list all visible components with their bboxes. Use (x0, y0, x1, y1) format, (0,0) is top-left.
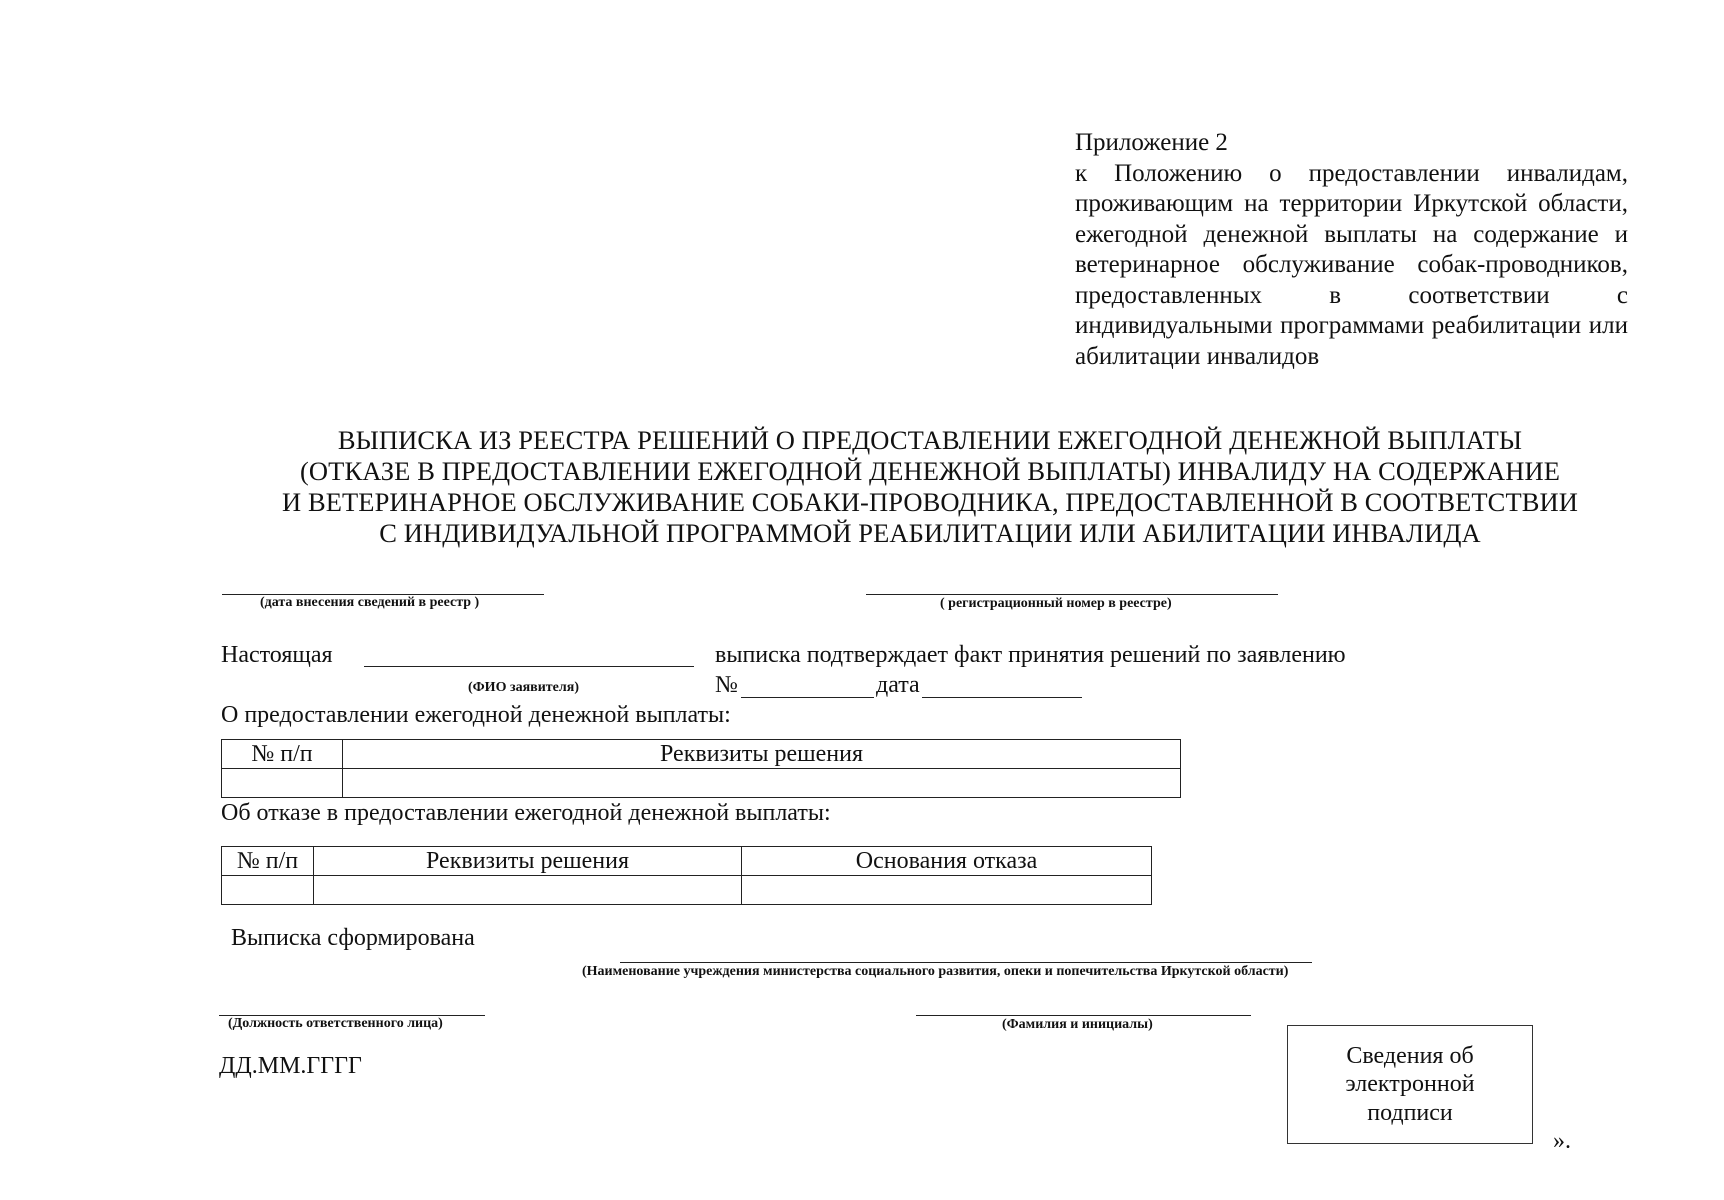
table-cell (742, 876, 1152, 905)
registry-date-caption: (дата внесения сведений в реестр ) (260, 595, 480, 610)
signature-box-line-2: электронной (1345, 1071, 1475, 1098)
table-header-row (222, 847, 1152, 876)
table-cell (222, 876, 314, 905)
electronic-signature-box (1287, 1025, 1533, 1144)
document-title-line-1: ВЫПИСКА ИЗ РЕЕСТРА РЕШЕНИЙ О ПРЕДОСТАВЛЕНИИ ЕЖЕГОДНОЙ ДЕНЕЖНОЙ ВЫПЛАТЫ (337, 425, 1523, 455)
surname-line (916, 1015, 1251, 1016)
formed-label: Выписка сформирована (231, 925, 475, 951)
application-date-line (922, 697, 1082, 698)
institution-caption: (Наименование учреждения министерства социального развития, опеки и попечительства Иркутской области) (582, 964, 1289, 979)
table-header-row (222, 740, 1181, 769)
position-caption: (Должность ответственного лица) (228, 1016, 443, 1031)
applicant-caption: (ФИО заявителя) (468, 680, 579, 695)
table-cell (343, 769, 1181, 798)
table-header-cell: Основания отказа (742, 847, 1152, 876)
grant-table (221, 739, 1181, 798)
appendix-text: к Положению о предоставлении инвалидам, проживающим на территории Иркутской области, ежегодной денежной выплаты на содержание и ветеринарное обслуживание собак-проводников, предоставленных в соответствии с индивидуальными программами реабилитации или абилитации инвалидов (1075, 159, 1628, 370)
application-date-label: дата (876, 672, 920, 698)
surname-caption: (Фамилия и инициалы) (1002, 1017, 1153, 1032)
document-title (240, 425, 1620, 549)
applicant-name-line (364, 666, 694, 667)
document-title-line-4: С ИНДИВИДУАЛЬНОЙ ПРОГРАММОЙ РЕАБИЛИТАЦИИ ИЛИ АБИЛИТАЦИИ ИНВАЛИДА (379, 518, 1481, 548)
application-number-label: № (715, 672, 738, 698)
institution-line (620, 962, 1312, 963)
table-header-cell: № п/п (222, 740, 343, 769)
registry-number-caption: ( регистрационный номер в реестре) (940, 596, 1172, 611)
signature-box-line-1: Сведения об (1346, 1042, 1474, 1069)
closing-mark: ». (1553, 1128, 1571, 1154)
refusal-table (221, 846, 1152, 905)
document-title-line-2: (ОТКАЗЕ В ПРЕДОСТАВЛЕНИИ ЕЖЕГОДНОЙ ДЕНЕЖНОЙ ВЫПЛАТЫ) ИНВАЛИДУ НА СОДЕРЖАНИЕ (300, 456, 1560, 486)
application-number-line (741, 697, 874, 698)
date-placeholder: ДД.ММ.ГГГГ (219, 1053, 362, 1079)
appendix-block (1075, 128, 1628, 372)
statement-prefix: Настоящая (221, 642, 333, 668)
table-header-cell: Реквизиты решения (314, 847, 742, 876)
signature-box-line-3: подписи (1367, 1099, 1453, 1126)
refusal-section-heading: Об отказе в предоставлении ежегодной денежной выплаты: (221, 800, 831, 826)
table-cell (222, 769, 343, 798)
table-row (222, 769, 1181, 798)
appendix-title: Приложение 2 (1075, 129, 1228, 156)
table-cell (314, 876, 742, 905)
statement-suffix: выписка подтверждает факт принятия решений по заявлению (715, 642, 1346, 668)
table-header-cell: № п/п (222, 847, 314, 876)
registry-number-line (866, 594, 1278, 595)
table-header-cell: Реквизиты решения (343, 740, 1181, 769)
table-row (222, 876, 1152, 905)
document-title-line-3: И ВЕТЕРИНАРНОЕ ОБСЛУЖИВАНИЕ СОБАКИ-ПРОВОДНИКА, ПРЕДОСТАВЛЕННОЙ В СООТВЕТСТВИИ (282, 487, 1578, 517)
grant-section-heading: О предоставлении ежегодной денежной выплаты: (221, 702, 731, 728)
